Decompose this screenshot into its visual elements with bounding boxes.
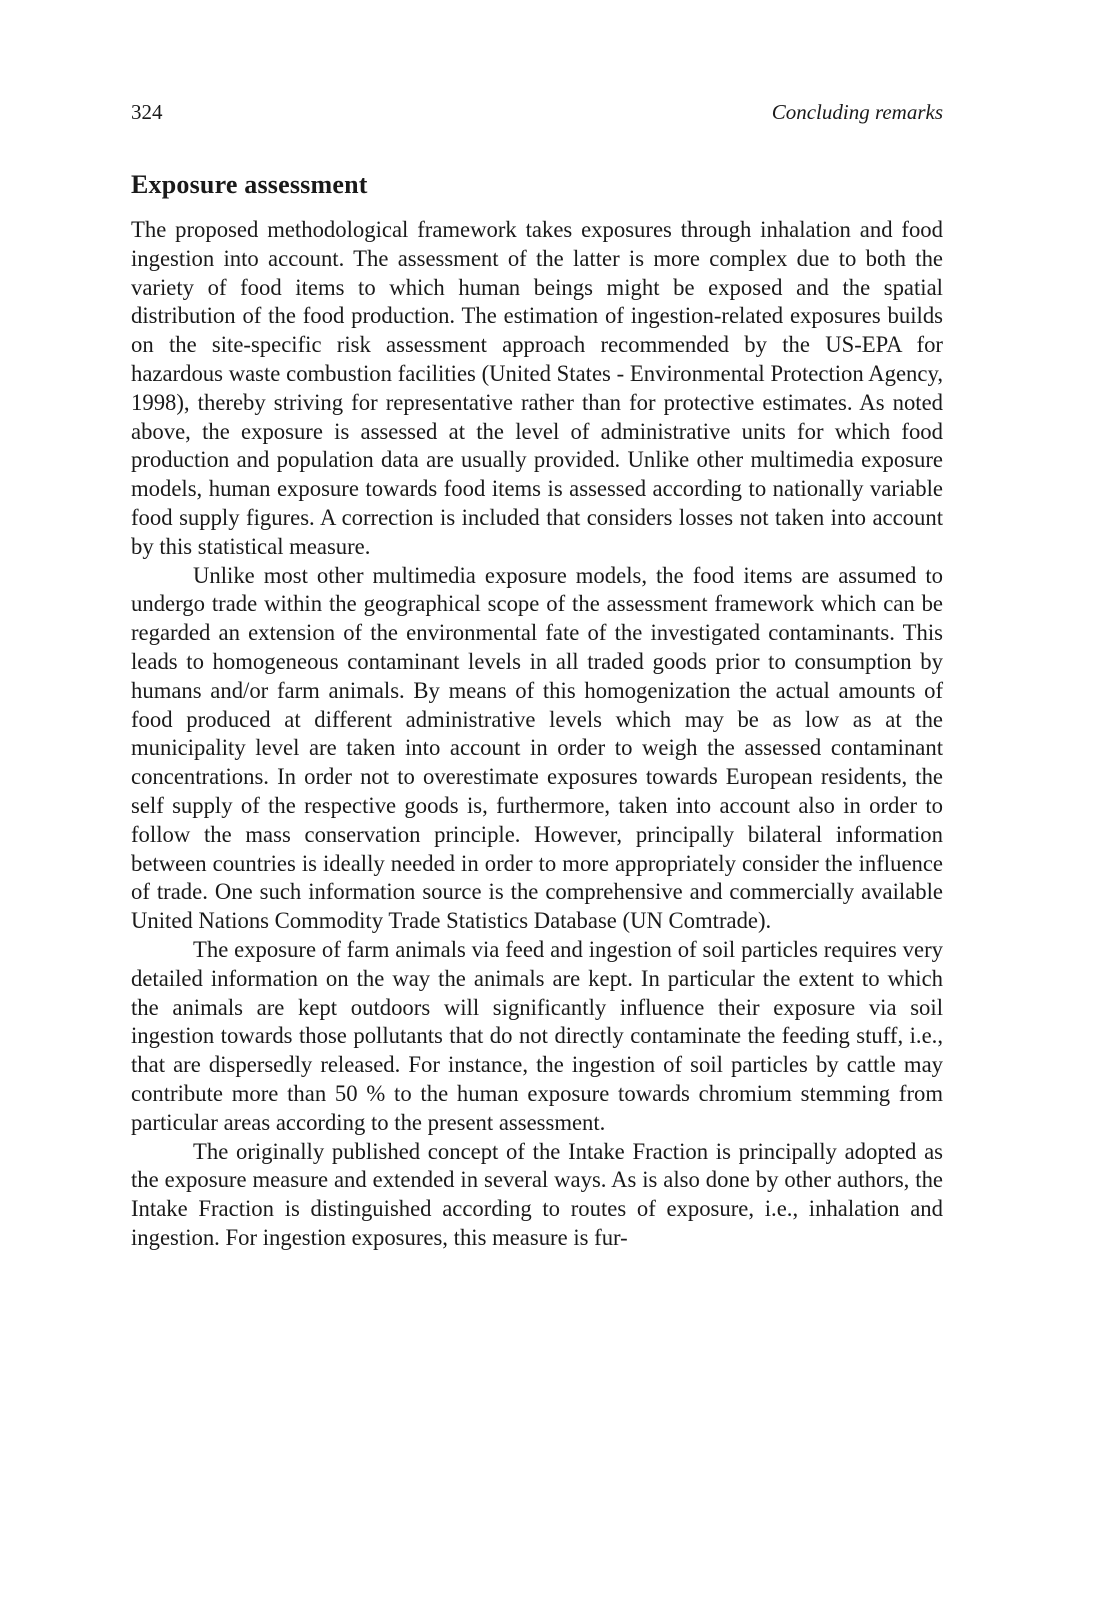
section-heading: Exposure assessment: [131, 170, 368, 199]
paragraph-1: The proposed methodological framework takes exposures through inhalation and food ingestion into account. The assessment of the latter is more complex due to both the variety of food items to which human beings might be exposed and the spatial distribution of the food production. The estimation of ingestion-related exposures builds on the site-specific risk assessment approach recommended by the US-EPA for hazardous waste combustion facilities (United States - Environmental Protection Agency, 1998), thereby striving for representative rather than for protective estimates. As noted above, the exposure is assessed at the level of administrative units for which food production and population data are usually provided. Unlike other multimedia exposure models, human exposure towards food items is assessed according to nationally variable food supply figures. A correction is included that considers losses not taken into account by this statistical measure.: [131, 217, 943, 559]
paragraph-4: The originally published concept of the Intake Fraction is principally adopted as the exposure measure and extended in several ways. As is also done by other authors, the Intake Fraction is distinguished according to routes of exposure, i.e., inhalation and ingestion. For ingestion exposures, this measure is fur-: [131, 1138, 943, 1250]
paragraph-3: The exposure of farm animals via feed and ingestion of soil particles requires very detailed information on the way the animals are kept. In particular the extent to which the animals are kept outdoors will significantly influence their exposure via soil ingestion towards those pollutants that do not directly contaminate the feeding stuff, i.e., that are dispersedly released. For instance, the ingestion of soil particles by cattle may contribute more than 50 % to the human exposure towards chromium stemming from particular areas according to the present assessment.: [131, 936, 943, 1135]
paragraph-2: Unlike most other multimedia exposure models, the food items are assumed to undergo trade within the geographical scope of the assessment framework which can be regarded an extension of the environmental fate of the investigated contaminants. This leads to homogeneous contaminant levels in all traded goods prior to consumption by humans and/or farm animals. By means of this homogenization the actual amounts of food produced at different administrative levels which may be as low as at the municipality level are taken into account in order to weigh the assessed contaminant concentrations. In order not to overestimate exposures towards European residents, the self supply of the respective goods is, furthermore, taken into account also in order to follow the mass conservation principle. However, principally bilateral information between countries is ideally needed in order to more appropriately consider the influence of trade. One such information source is the comprehensive and commercially available United Nations Commodity Trade Statistics Database (UN Comtrade).: [131, 562, 943, 934]
body-text: [131, 216, 943, 1253]
page: [131, 100, 943, 1253]
page-number: 324: [131, 100, 163, 124]
running-header: [131, 100, 943, 130]
running-title: Concluding remarks: [771, 100, 943, 124]
